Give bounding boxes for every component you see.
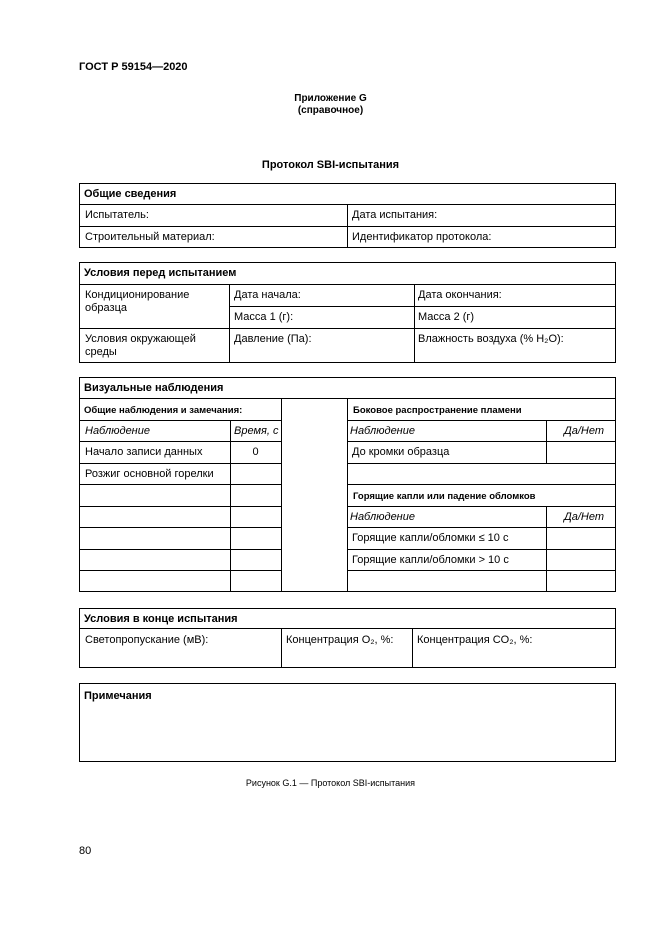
tester-field[interactable]: Испытатель: xyxy=(85,209,149,221)
observation-row-label: Начало записи данных xyxy=(85,446,203,458)
figure-caption: Рисунок G.1 — Протокол SBI-испытания xyxy=(245,778,416,788)
burning-drops-title: Горящие капли или падение обломков xyxy=(353,491,536,502)
lateral-row-label: До кромки образца xyxy=(352,446,450,458)
conditions-before-table xyxy=(79,262,616,363)
o2-field[interactable]: Концентрация O₂, %: xyxy=(286,634,394,646)
time-column-header: Время, с xyxy=(234,425,279,437)
visual-observations-title: Визуальные наблюдения xyxy=(84,382,224,394)
appendix-heading xyxy=(0,93,661,117)
general-info-title: Общие сведения xyxy=(84,188,177,200)
observation-row-time[interactable]: 0 xyxy=(252,446,259,458)
lateral-spread-title: Боковое распространение пламени xyxy=(353,405,522,416)
end-conditions-table xyxy=(79,608,616,668)
test-date-field[interactable]: Дата испытания: xyxy=(352,209,438,221)
general-info-table xyxy=(79,183,616,248)
drops-yesno-header: Да/Нет xyxy=(564,511,605,523)
lateral-observation-header: Наблюдение xyxy=(350,425,415,437)
drops-row-label: Горящие капли/обломки > 10 с xyxy=(352,554,509,566)
drops-row-label: Горящие капли/обломки ≤ 10 с xyxy=(352,532,509,544)
pressure-field[interactable]: Давление (Па): xyxy=(234,333,312,345)
protocol-title: Протокол SBI-испытания xyxy=(261,159,400,171)
conditions-before-title: Условия перед испытанием xyxy=(84,267,237,279)
end-date-field[interactable]: Дата окончания: xyxy=(418,289,502,301)
start-date-field[interactable]: Дата начала: xyxy=(234,289,301,301)
appendix-subtitle: (справочное) xyxy=(297,105,364,116)
material-field[interactable]: Строительный материал: xyxy=(85,231,215,243)
transmission-field[interactable]: Светопропускание (мВ): xyxy=(85,634,209,646)
appendix-title: Приложение G xyxy=(294,93,367,104)
mass1-field[interactable]: Масса 1 (г): xyxy=(234,311,294,323)
protocol-id-field[interactable]: Идентификатор протокола: xyxy=(352,231,492,243)
notes-box[interactable] xyxy=(79,683,616,762)
page-number: 80 xyxy=(79,845,92,857)
ambient-label: Условия окружающей среды xyxy=(85,333,196,358)
observation-row-label: Розжиг основной горелки xyxy=(85,468,214,480)
general-observations-title: Общие наблюдения и замечания: xyxy=(84,405,243,416)
co2-field[interactable]: Концентрация CO₂, %: xyxy=(417,634,533,646)
visual-observations-table xyxy=(79,377,616,592)
mass2-field[interactable]: Масса 2 (г) xyxy=(418,311,475,323)
notes-title: Примечания xyxy=(84,690,152,702)
humidity-field[interactable]: Влажность воздуха (% H₂O): xyxy=(418,333,564,345)
document-header: ГОСТ Р 59154—2020 xyxy=(79,61,188,73)
end-conditions-title: Условия в конце испытания xyxy=(84,613,238,625)
lateral-yesno-header: Да/Нет xyxy=(564,425,605,437)
drops-observation-header: Наблюдение xyxy=(350,511,415,523)
conditioning-label: Кондиционирование образца xyxy=(85,289,190,314)
observation-column-header: Наблюдение xyxy=(85,425,150,437)
